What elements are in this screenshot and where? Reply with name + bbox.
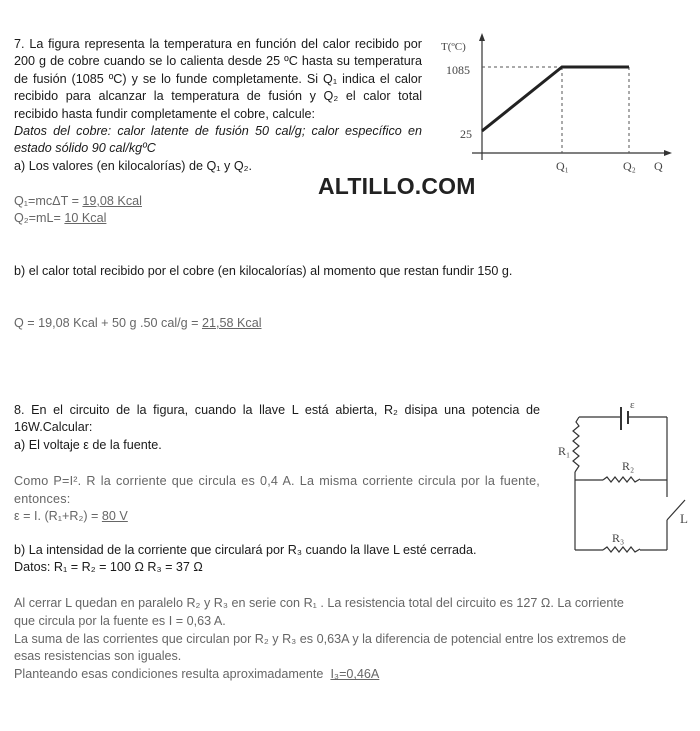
answer-formula: Q₂=mL= bbox=[14, 211, 65, 225]
q7-statement: 7. La figura representa la temperatura en función del calor recibido por 200 g de cobre cuando se lo calienta desde 25 ºC hasta su temperatura de fusión (1085 ºC) y se lo funde completamente. Si Q₁ indica el calor recibido para alcanzar la temperatura de fusión y Q₂ el calor total recibido hasta fundir completamente el cobre, calcule: bbox=[14, 37, 422, 121]
answer-text: Planteando esas condiciones resulta aproximadamente bbox=[14, 667, 331, 682]
answer-paragraph bbox=[14, 666, 629, 684]
y-axis-label: T(ºC) bbox=[441, 41, 466, 53]
watermark: ALTILLO.COM bbox=[318, 173, 476, 199]
q8-answer-a: Como P=I². R la corriente que circula es 0,4 A. La misma corriente circula por la fuente, entonces: bbox=[14, 474, 540, 506]
resistor-r1 bbox=[573, 417, 579, 472]
x-axis-arrow bbox=[664, 150, 672, 156]
y-tick-1085: 1085 bbox=[446, 63, 470, 77]
answer-formula: Q = 19,08 Kcal + 50 g .50 cal/g = bbox=[14, 316, 202, 330]
q8-statement: 8. En el circuito de la figura, cuando la llave L está abierta, R₂ disipa una potencia de 16W.Calcular: bbox=[14, 403, 540, 435]
x-axis-label: Q bbox=[654, 159, 663, 173]
x-tick-q2: Q₂ bbox=[623, 159, 636, 173]
answer-value: 19,08 Kcal bbox=[82, 194, 142, 208]
emf-label: ε bbox=[630, 399, 635, 411]
q8-answer-b bbox=[14, 595, 629, 684]
r1-label: R₁ bbox=[558, 444, 571, 458]
x-tick-q1: Q₁ bbox=[556, 159, 569, 173]
answer-paragraph: La suma de las corrientes que circulan por R₂ y R₃ es 0,63A y la diferencia de potencial entre los extremos de esas resistencias son iguales. bbox=[14, 631, 627, 664]
answer-value: 21,58 Kcal bbox=[201, 316, 262, 330]
y-tick-25: 25 bbox=[460, 127, 472, 141]
circuit-diagram bbox=[573, 407, 685, 552]
r3-label: R₃ bbox=[612, 531, 625, 545]
q8-answer-a-result bbox=[14, 508, 128, 525]
answer-value: I₃=0,46A bbox=[330, 667, 380, 682]
q7-part-a: a) Los valores (en kilocalorías) de Q₁ y Q₂. bbox=[14, 159, 253, 173]
answer-formula: Q₁=mcΔT = bbox=[14, 194, 83, 208]
switch-label: L bbox=[680, 511, 688, 526]
q7-data: Datos del cobre: calor latente de fusión 50 cal/g; calor específico en estado sólido 90 cal/kgºC bbox=[14, 124, 422, 156]
resistor-r3 bbox=[603, 547, 640, 552]
answer-paragraph: Al cerrar L quedan en paralelo R₂ y R₃ en serie con R₁ . La resistencia total del circuito es 127 Ω. La corriente que circula por la fuente es I = 0,63 A. bbox=[14, 596, 624, 628]
r2-label: R₂ bbox=[622, 459, 635, 473]
temperature-line bbox=[482, 67, 629, 131]
answer-value: 10 Kcal bbox=[64, 211, 107, 225]
q8-part-b: b) La intensidad de la corriente que circulará por R₃ cuando la llave L esté cerrada. bbox=[14, 543, 477, 557]
answer-formula: ε = I. (R₁+R₂) = bbox=[14, 509, 102, 523]
answer-value: 80 V bbox=[101, 509, 128, 523]
q8-part-a: a) El voltaje ε de la fuente. bbox=[14, 438, 162, 452]
q8-datos: Datos: R₁ = R₂ = 100 Ω R₃ = 37 Ω bbox=[14, 560, 203, 574]
y-axis-arrow bbox=[479, 33, 485, 41]
q7-part-b: b) el calor total recibido por el cobre (en kilocalorías) al momento que restan fundir 150 g. bbox=[14, 264, 513, 278]
resistor-r2 bbox=[603, 477, 640, 482]
